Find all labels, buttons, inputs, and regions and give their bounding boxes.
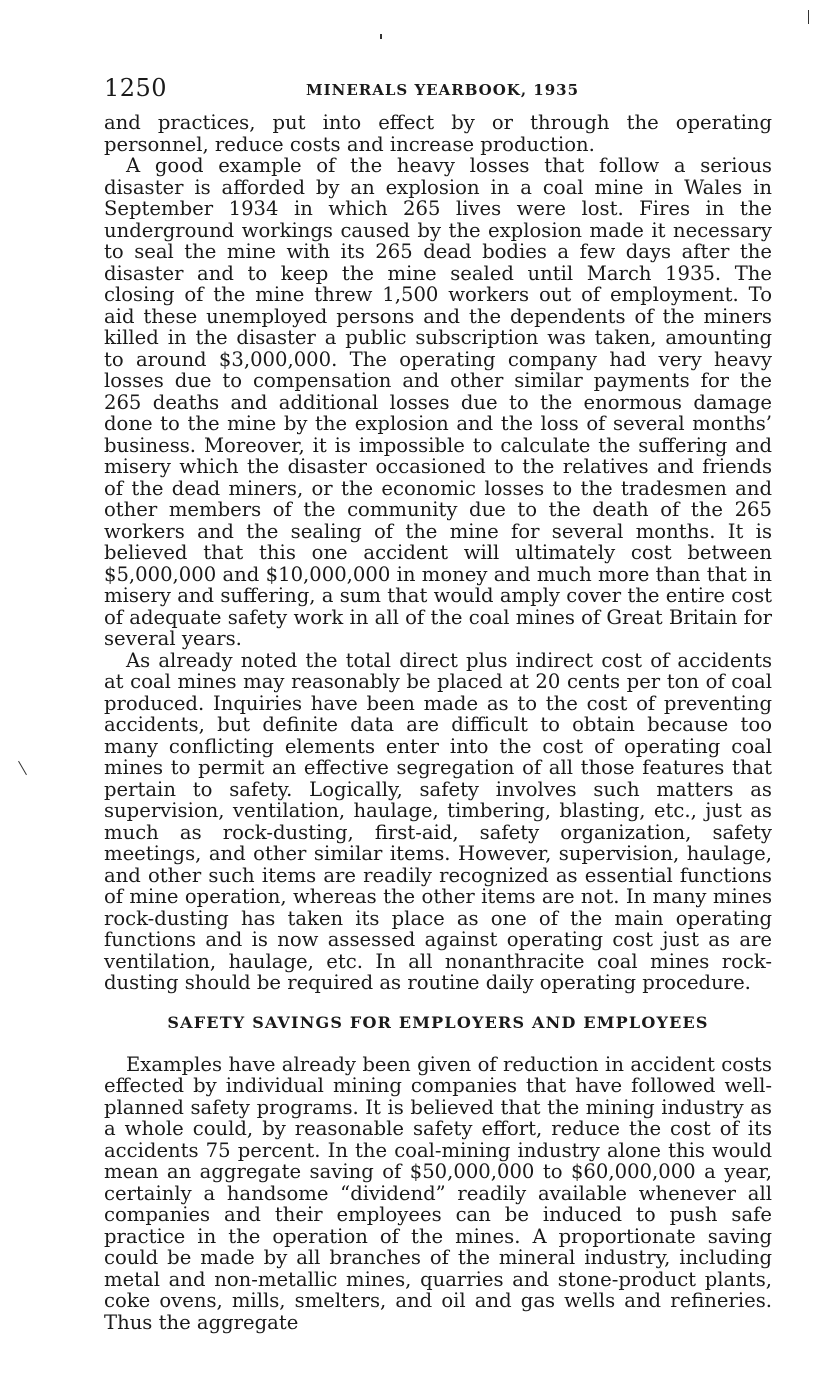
paragraph-safety-savings: Examples have already been given of reduction in accident costs effected by individual mining companies that have followed well-planned safety programs. It is believed that the mining industry as a whole could, by reasonable safety effort, reduce the cost of its accidents 75 percent. In the coal-mining industry alone this would mean an aggregate saving of $50,000,000 to $60,000,000 a year, certainly a handsome “dividend” readily available whenever all companies and their employees can be induced to push safe practice in the operation of the mines. A proportionate saving could be made by all branches of the mineral industry, including metal and non-metallic mines, quarries and stone-product plants, coke ovens, mills, smelters, and oil and gas wells and refineries. Thus the aggregate bbox=[104, 1052, 772, 1334]
page-number: 1250 bbox=[104, 74, 168, 102]
book-page bbox=[104, 74, 772, 1333]
section-heading: SAFETY SAVINGS FOR EMPLOYERS AND EMPLOYEES bbox=[167, 1012, 709, 1032]
running-head bbox=[104, 74, 772, 104]
margin-mark-left bbox=[18, 761, 27, 775]
paragraph-wales-disaster: A good example of the heavy losses that follow a serious disaster is afforded by an explosion in a coal mine in Wales in September 1934 in which 265 lives were lost. Fires in the underground workings caused by the explosion made it necessary to seal the mine with its 265 dead bodies a few days after the disaster and to keep the mine sealed until March 1935. The closing of the mine threw 1,500 workers out of employment. To aid these unemployed persons and the dependents of the miners killed in the disaster a public subscription was taken, amounting to around $3,000,000. The operating company had very heavy losses due to compensation and other similar payments for the 265 deaths and additional losses due to the enormous damage done to the mine by the explosion and the loss of several months’ business. Moreover, it is impossible to calculate the suffering and misery which the disaster occasioned to the relatives and friends of the dead miners, or the economic losses to the tradesmen and other members of the community due to the death of the 265 workers and the sealing of the mine for several months. It is believed that this one accident will ultimately cost between $5,000,000 and $10,000,000 in money and much more than that in misery and suffering, a sum that would amply cover the entire cost of adequate safety work in all of the coal mines of Great Britain for several years. bbox=[104, 154, 772, 650]
running-title: MINERALS YEARBOOK, 1935 bbox=[306, 81, 580, 99]
paragraph-accident-costs: As already noted the total direct plus indirect cost of accidents at coal mines may reasonably be placed at 20 cents per ton of coal produced. Inquiries have been made as to the cost of preventing accidents, but definite data are difficult to obtain because too many conflicting elements enter into the cost of operating coal mines to permit an effective segregation of all those features that pertain to safety. Logically, safety involves such matters as supervision, ventilation, haulage, timbering, blasting, etc., just as much as rock-dusting, first-aid, safety organization, safety meetings, and other similar items. However, supervision, haulage, and other such items are readily recognized as essential functions of mine operation, whereas the other items are not. In many mines rock-dusting has taken its place as one of the main operating functions and is now assessed against operating cost just as are ventilation, haulage, etc. In all nonanthracite coal mines rock-dusting should be required as routine daily operating procedure. bbox=[104, 648, 772, 994]
paragraph-continuation: and practices, put into effect by or through the operating personnel, reduce costs and increase production. bbox=[104, 111, 772, 156]
margin-mark-right bbox=[808, 10, 809, 24]
margin-mark-top bbox=[380, 34, 382, 39]
